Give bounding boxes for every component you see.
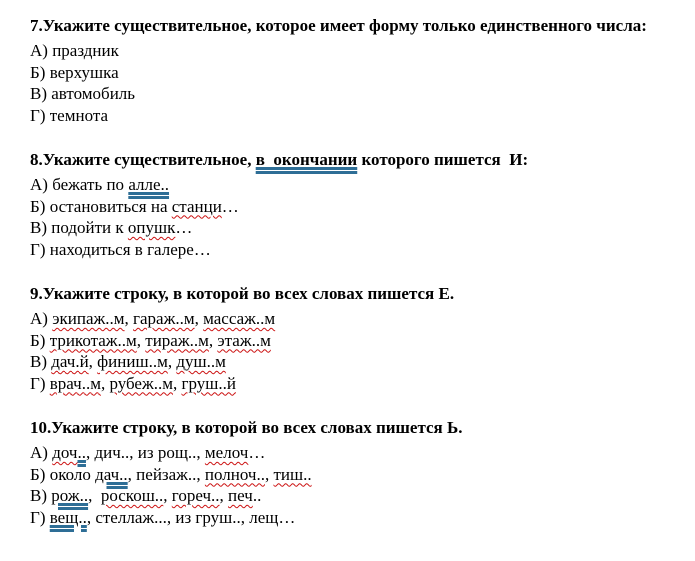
text-segment-underlined: вещ.. [49, 507, 87, 527]
answer-option [30, 330, 675, 352]
text-segment: , [208, 330, 218, 350]
text-segment: .. [252, 486, 262, 505]
text-segment-spellcheck: массаж..м [203, 309, 276, 328]
text-segment: подойти к [51, 218, 128, 237]
option-letter: Б) [30, 62, 50, 82]
question-title [30, 148, 675, 171]
text-segment: … [175, 218, 193, 237]
question-block [30, 148, 675, 260]
option-letter: А) [30, 443, 53, 462]
question-title [30, 416, 675, 439]
option-letter: Г) [30, 373, 50, 393]
option-letter: В) [30, 486, 52, 505]
question-block [30, 282, 675, 394]
text-segment: … [221, 196, 239, 216]
question-options [30, 308, 675, 394]
text-segment: автомобиль [51, 84, 136, 103]
text-segment-spellcheck: мелоч [204, 443, 249, 462]
question-title [30, 282, 675, 305]
text-segment-spellcheck: гореч.. [171, 486, 220, 505]
text-segment-spellcheck: экипаж..м [52, 309, 125, 328]
answer-option [30, 217, 675, 239]
question-options [30, 174, 675, 260]
option-letter: В) [30, 218, 52, 237]
text-segment: , [88, 486, 101, 505]
text-segment-spellcheck: печ [228, 486, 253, 505]
answer-option [30, 308, 675, 330]
answer-option [30, 485, 675, 507]
answer-option [30, 62, 675, 84]
text-segment: праздник [52, 41, 119, 60]
question-title [30, 14, 675, 37]
text-segment: , [194, 309, 204, 328]
text-segment: , [265, 464, 274, 484]
text-segment: 8.Укажите существительное, [30, 150, 256, 169]
text-segment: около [49, 464, 96, 484]
option-letter: Б) [30, 196, 50, 216]
question-block [30, 14, 675, 126]
answer-option [30, 196, 675, 218]
text-segment: , пейзаж.., [127, 464, 205, 484]
answer-option [30, 239, 675, 261]
option-letter: Б) [30, 464, 50, 484]
text-segment: , [136, 330, 146, 350]
text-segment-spellcheck: врач..м [49, 373, 101, 393]
text-segment: темнота [49, 105, 109, 125]
text-segment-spellcheck: полноч.. [204, 464, 265, 484]
text-segment-underlined: в окончании [255, 150, 358, 169]
answer-option [30, 40, 675, 62]
question-block [30, 416, 675, 528]
option-letter: А) [30, 41, 53, 60]
option-letter: В) [30, 84, 52, 103]
option-letter: А) [30, 309, 53, 328]
text-segment-spellcheck: гараж..м [133, 309, 195, 328]
text-segment: бежать по [52, 175, 129, 194]
text-segment: , дич.., из рощ.., [85, 443, 205, 462]
text-segment-underlined: алле.. [128, 175, 170, 194]
answer-option [30, 373, 675, 395]
text-segment: 7.Укажите существительное, которое имеет форму только единственного числа: [30, 16, 647, 35]
option-letter: В) [30, 352, 52, 371]
text-segment: , [163, 486, 172, 505]
question-options [30, 40, 675, 126]
option-letter: Г) [30, 507, 50, 527]
text-segment: , [167, 352, 177, 371]
text-segment: находиться в галере… [49, 239, 211, 259]
text-segment-spellcheck: роскош.. [100, 486, 164, 505]
text-segment: , [100, 373, 110, 393]
text-segment: верхушка [49, 62, 119, 82]
text-segment-underlined: дач.. [95, 464, 128, 484]
option-letter: А) [30, 175, 53, 194]
text-segment-spellcheck: рубеж..м [109, 373, 173, 393]
text-segment-spellcheck: трикотаж..м [49, 330, 137, 350]
text-segment: которого пишется И: [357, 150, 529, 169]
option-letter: Г) [30, 239, 50, 259]
question-options [30, 442, 675, 528]
option-letter: Б) [30, 330, 50, 350]
text-segment-spellcheck: финиш..м [97, 352, 168, 371]
text-segment-spellcheck: тиш.. [273, 464, 312, 484]
text-segment: остановиться на [49, 196, 172, 216]
text-segment-spellcheck: тираж..м [145, 330, 209, 350]
answer-option [30, 442, 675, 464]
text-segment: , [88, 352, 98, 371]
text-segment-spellcheck: станци [171, 196, 222, 216]
text-segment: , [219, 486, 229, 505]
text-segment: , стеллаж..., из груш.., лещ… [86, 507, 296, 527]
text-segment-spellcheck: опушк [127, 218, 176, 237]
text-segment-spellcheck: душ..м [176, 352, 226, 371]
text-segment-spellcheck: этаж..м [217, 330, 271, 350]
answer-option [30, 83, 675, 105]
text-segment-underlined: рож.. [51, 486, 89, 505]
answer-option [30, 174, 675, 196]
text-segment: , [172, 373, 182, 393]
answer-option [30, 351, 675, 373]
text-segment: … [248, 443, 266, 462]
text-segment-underlined: .. [77, 443, 86, 462]
text-segment: 9.Укажите строку, в которой во всех словах пишется Е. [30, 284, 455, 303]
text-segment-spellcheck: дач.й [51, 352, 89, 371]
answer-option [30, 464, 675, 486]
text-segment-spellcheck: груш..й [181, 373, 236, 393]
text-segment-spellcheck: доч [52, 443, 78, 462]
answer-option [30, 105, 675, 127]
option-letter: Г) [30, 105, 50, 125]
text-segment: 10.Укажите строку, в которой во всех словах пишется Ь. [30, 418, 463, 437]
answer-option [30, 507, 675, 529]
text-segment: , [124, 309, 134, 328]
